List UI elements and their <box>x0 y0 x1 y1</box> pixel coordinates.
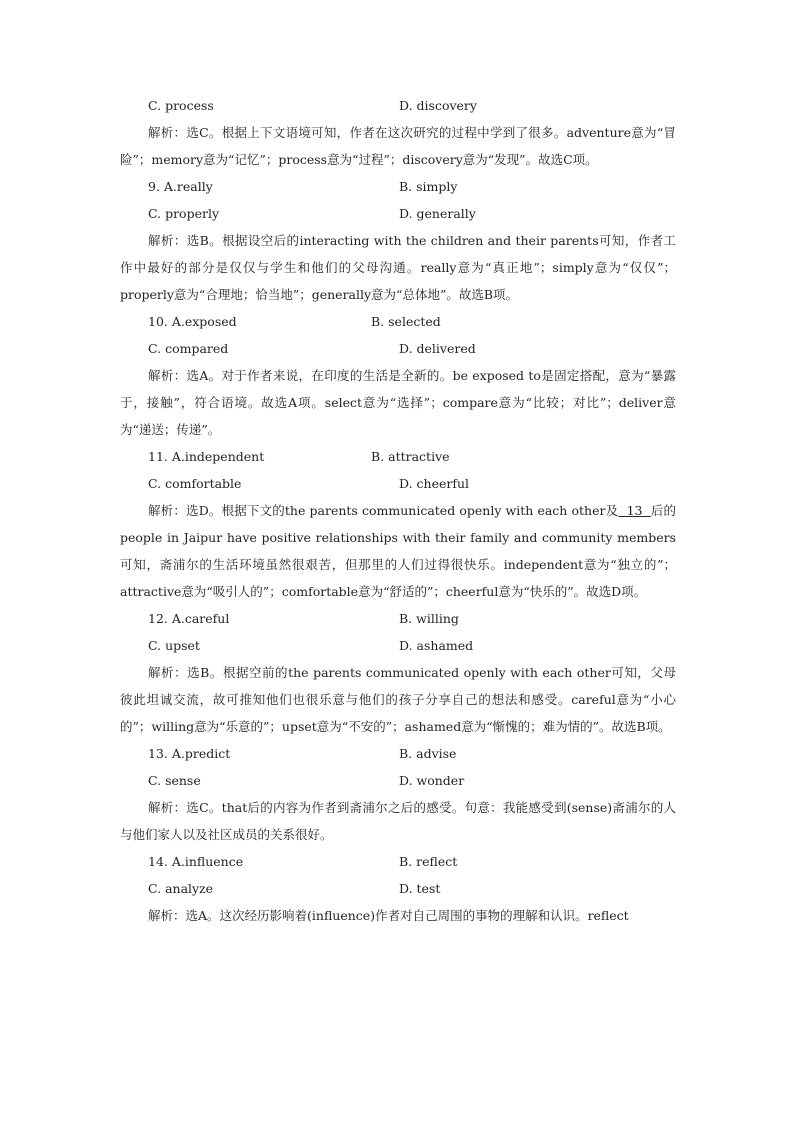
answer-key-content <box>120 92 676 929</box>
q9-options-cd <box>120 200 676 227</box>
q11-analysis <box>120 497 676 605</box>
q12-option-d: D. ashamed <box>399 638 474 653</box>
q8-option-c: C. process <box>148 98 214 113</box>
q13-options-cd <box>120 767 676 794</box>
q14-option-b: B. reflect <box>399 854 458 869</box>
q13-analysis: 解析：选C。that后的内容为作者到斋浦尔之后的感受。句意：我能感受到(sense)斋浦尔的人与他们家人以及社区成员的关系很好。 <box>120 800 676 842</box>
q10-options-cd <box>120 335 676 362</box>
q10-option-c: C. compared <box>148 341 229 356</box>
q8-analysis: 解析：选C。根据上下文语境可知，作者在这次研究的过程中学到了很多。adventure意为“冒险”；memory意为“记忆”；process意为“过程”；discovery意为“发现”。故选C项。 <box>120 125 676 167</box>
q12-option-a: 12. A.careful <box>148 611 230 626</box>
q11-options-cd <box>120 470 676 497</box>
q10-analysis: 解析：选A。对于作者来说，在印度的生活是全新的。be exposed to是固定搭配，意为“暴露于，接触”，符合语境。故选A项。select意为“选择”；compare意为“比较；对比”；deliver意为“递送；传递”。 <box>120 368 676 437</box>
q13-option-a: 13. A.predict <box>148 746 231 761</box>
q12-options-ab <box>120 605 676 632</box>
q12-options-cd <box>120 632 676 659</box>
q11-analysis-blank: 13 <box>618 503 651 518</box>
q14-options-cd <box>120 875 676 902</box>
q13-option-d: D. wonder <box>399 773 465 788</box>
q12-analysis: 解析：选B。根据空前的the parents communicated openly with each other可知，父母彼此坦诚交流，故可推知他们也很乐意与他们的孩子分享自己的想法和感受。careful意为“小心的”；willing意为“乐意的”；upset意为“不安的”；ashamed意为“惭愧的；难为情的”。故选B项。 <box>120 665 676 734</box>
q11-analysis-pre: 解析：选D。根据下文的the parents communicated openly with each other及 <box>148 503 619 518</box>
q9-option-d: D. generally <box>399 206 476 221</box>
q10-options-ab <box>120 308 676 335</box>
q14-analysis: 解析：选A。这次经历影响着(influence)作者对自己周围的事物的理解和认识。reflect <box>148 908 629 923</box>
q14-option-a: 14. A.influence <box>148 854 244 869</box>
q10-option-a: 10. A.exposed <box>148 314 237 329</box>
q8-options-cd <box>120 92 676 119</box>
q11-option-a: 11. A.independent <box>148 449 265 464</box>
q11-options-ab <box>120 443 676 470</box>
q11-option-d: D. cheerful <box>399 476 470 491</box>
q9-option-b: B. simply <box>399 179 458 194</box>
q10-option-b: B. selected <box>371 314 441 329</box>
q9-option-a: 9. A.really <box>148 179 213 194</box>
q14-options-ab <box>120 848 676 875</box>
q14-option-d: D. test <box>399 881 441 896</box>
q10-option-d: D. delivered <box>399 341 476 356</box>
q12-option-c: C. upset <box>148 638 200 653</box>
q13-option-b: B. advise <box>399 746 457 761</box>
q8-option-d: D. discovery <box>399 98 477 113</box>
q11-option-b: B. attractive <box>371 449 450 464</box>
q9-option-c: C. properly <box>148 206 220 221</box>
q12-option-b: B. willing <box>399 611 459 626</box>
q13-options-ab <box>120 740 676 767</box>
q9-analysis: 解析：选B。根据设空后的interacting with the children and their parents可知，作者工作中最好的部分是仅仅与学生和他们的父母沟通。really意为“真正地”；simply意为“仅仅”；properly意为“合理地；恰当地”；generally意为“总体地”。故选B项。 <box>120 233 676 302</box>
q11-option-c: C. comfortable <box>148 476 242 491</box>
q13-option-c: C. sense <box>148 773 201 788</box>
q9-options-ab <box>120 173 676 200</box>
q11-analysis-post: 后的people in Jaipur have positive relationships with their family and community members可知，斋浦尔的生活环境虽然很艰苦，但那里的人们过得很快乐。independent意为“独立的”；attractive意为“吸引人的”；comfortable意为“舒适的”；cheerful意为“快乐的”。故选D项。 <box>120 503 676 599</box>
q14-option-c: C. analyze <box>148 881 214 896</box>
